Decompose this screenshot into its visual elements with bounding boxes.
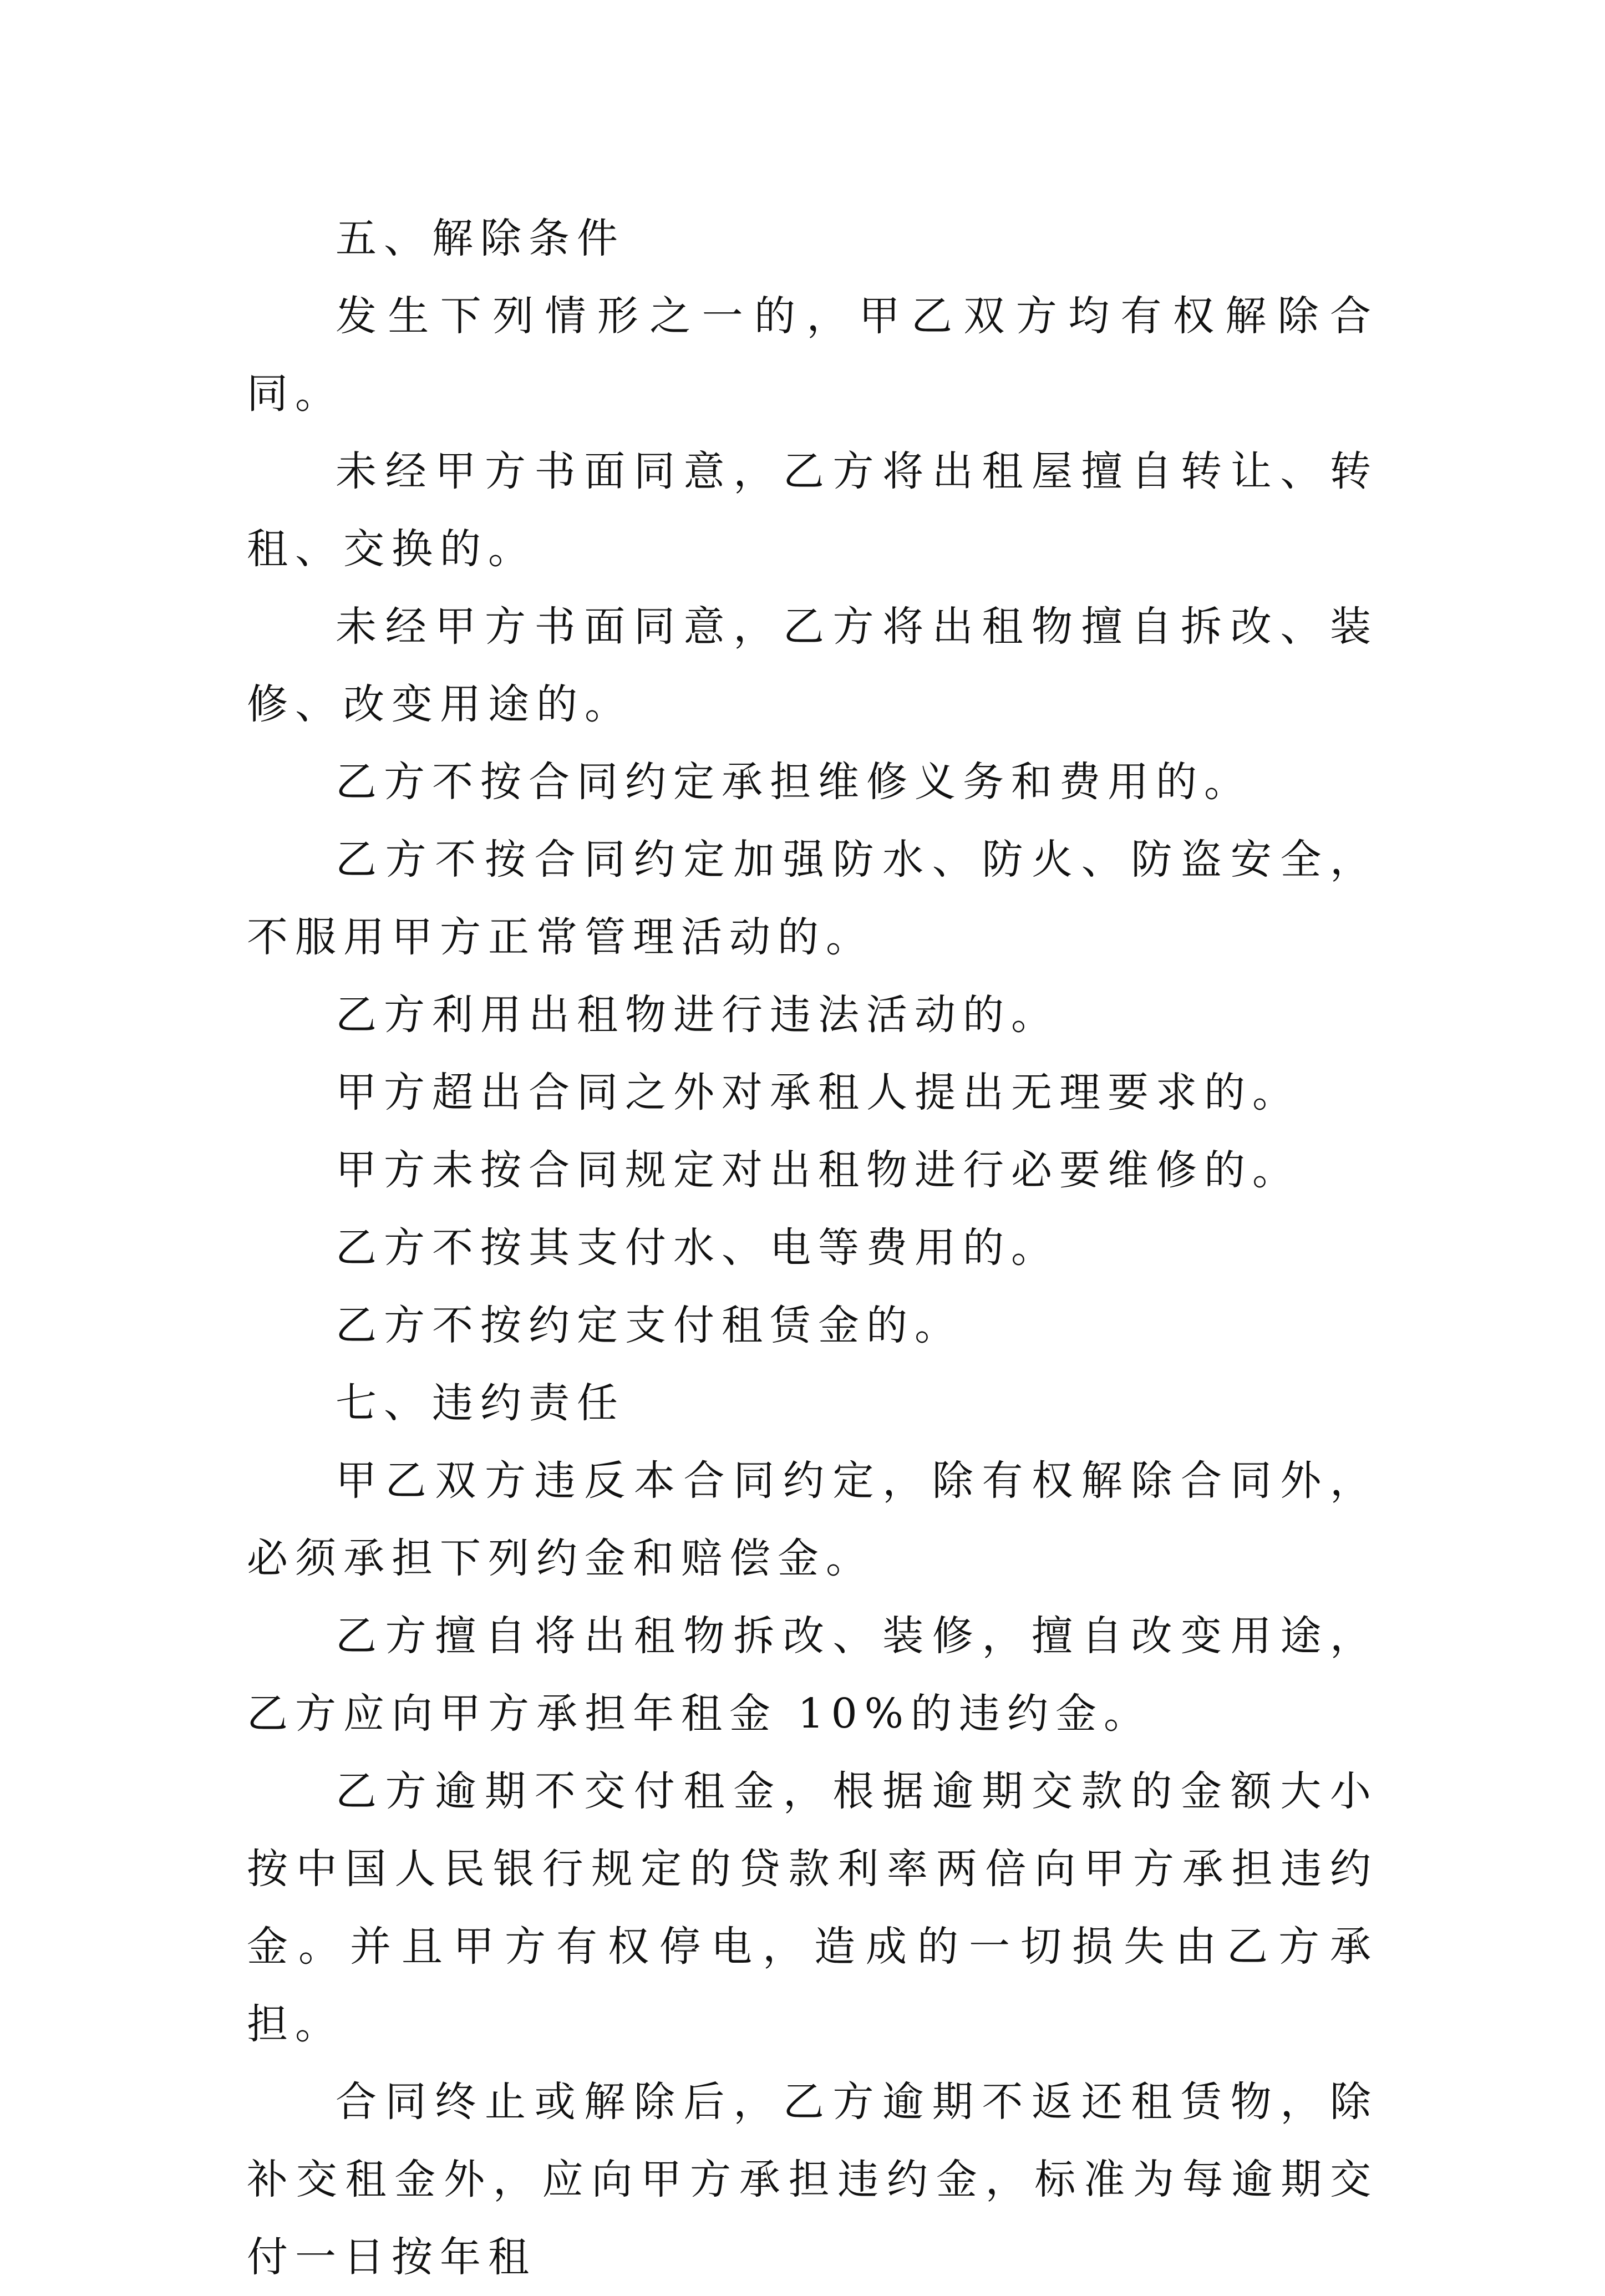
paragraph: 合同终止或解除后，乙方逾期不返还租赁物，除补交租金外，应向甲方承担违约金，标准为每逾期交付一日按年租 [247,2078,1378,2281]
list-item: 未经甲方书面同意，乙方将出租屋擅自转让、转租、交换的。 [247,448,1378,573]
list-item: 乙方不按约定支付租赁金的。 [336,1302,963,1349]
list-item: 甲方超出合同之外对承租人提出无理要求的。 [336,1069,1301,1116]
list-item: 乙方不按其支付水、电等费用的。 [336,1224,1059,1272]
list-item: 乙方不按合同约定承担维修义务和费用的。 [336,758,1252,806]
section-heading-termination: 五、解除条件 [336,215,625,262]
section-heading-liability: 七、违约责任 [336,1379,625,1427]
list-item: 甲方未按合同规定对出租物进行必要维修的。 [336,1146,1301,1194]
list-item: 乙方不按合同约定加强防水、防火、防盗安全，不服用甲方正常管理活动的。 [247,836,1378,961]
paragraph: 乙方逾期不交付租金，根据逾期交款的金额大小按中国人民银行规定的贷款利率两倍向甲方承担违约金。并且甲方有权停电，造成的一切损失由乙方承担。 [247,1767,1378,2048]
paragraph: 甲乙双方违反本合同约定，除有权解除合同外，必须承担下列约金和赔偿金。 [247,1457,1378,1582]
document-body [247,200,1378,2296]
paragraph: 乙方擅自将出租物拆改、装修，擅自改变用途，乙方应向甲方承担年租金 10%的违约金。 [247,1612,1378,1738]
section-intro: 发生下列情形之一的，甲乙双方均有权解除合同。 [247,292,1378,418]
list-item: 未经甲方书面同意，乙方将出租物擅自拆改、装修、改变用途的。 [247,603,1378,728]
list-item: 乙方利用出租物进行违法活动的。 [336,991,1059,1039]
